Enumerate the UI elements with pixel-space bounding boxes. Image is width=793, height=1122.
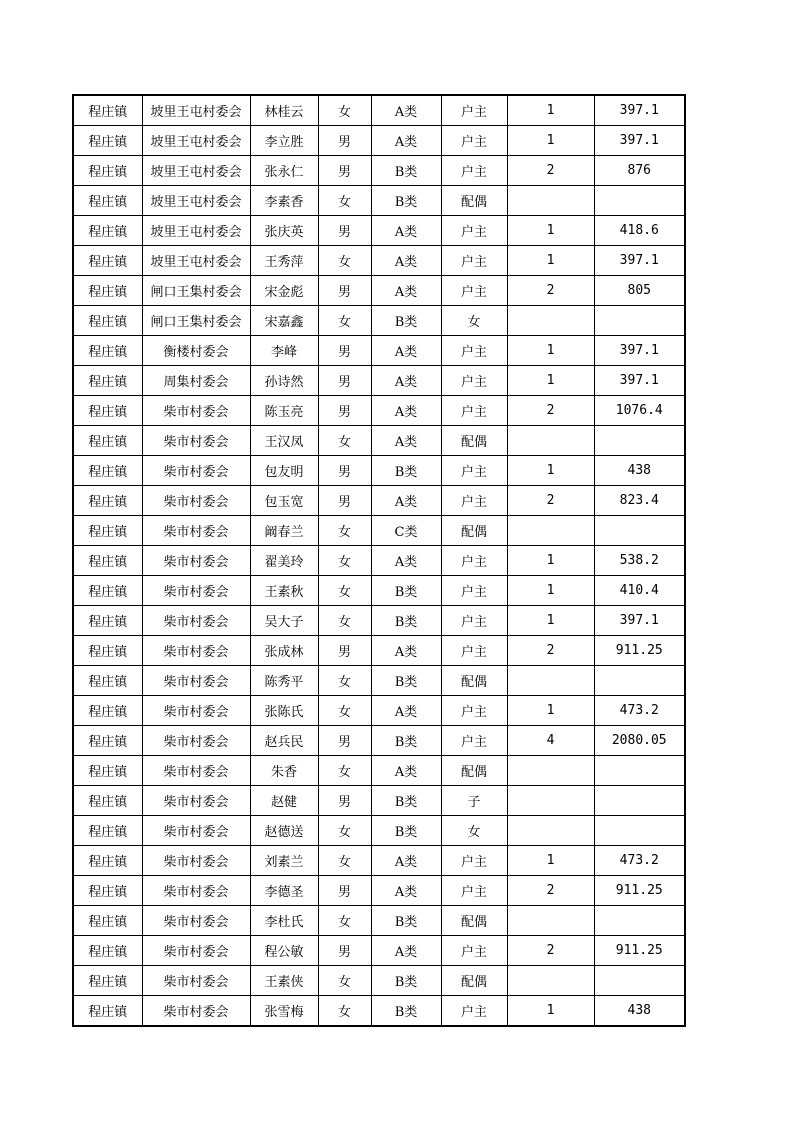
town-cell: 程庄镇 [73,606,142,636]
village-cell: 坡里王屯村委会 [142,156,250,186]
gender-cell: 男 [318,876,371,906]
town-cell: 程庄镇 [73,486,142,516]
gender-cell: 男 [318,216,371,246]
gender-cell: 女 [318,516,371,546]
town-cell: 程庄镇 [73,756,142,786]
count-cell: 2 [507,936,594,966]
gender-cell: 男 [318,126,371,156]
category-cell: B类 [371,816,441,846]
relation-cell: 配偶 [441,756,507,786]
count-cell: 2 [507,876,594,906]
category-cell: A类 [371,366,441,396]
category-cell: A类 [371,426,441,456]
relation-cell: 户主 [441,276,507,306]
count-cell: 1 [507,576,594,606]
village-cell: 柴市村委会 [142,486,250,516]
table-row [73,606,685,636]
count-cell [507,756,594,786]
amount-cell: 397.1 [594,126,685,156]
table-row [73,516,685,546]
relation-cell: 户主 [441,456,507,486]
amount-cell: 410.4 [594,576,685,606]
town-cell: 程庄镇 [73,95,142,126]
relation-cell: 配偶 [441,426,507,456]
gender-cell: 女 [318,95,371,126]
name-cell: 王素侠 [250,966,318,996]
amount-cell [594,786,685,816]
gender-cell: 女 [318,186,371,216]
count-cell: 1 [507,336,594,366]
count-cell: 2 [507,486,594,516]
town-cell: 程庄镇 [73,306,142,336]
village-cell: 柴市村委会 [142,996,250,1027]
name-cell: 翟美玲 [250,546,318,576]
category-cell: A类 [371,216,441,246]
town-cell: 程庄镇 [73,816,142,846]
name-cell: 包玉宽 [250,486,318,516]
gender-cell: 女 [318,576,371,606]
amount-cell: 473.2 [594,846,685,876]
village-cell: 柴市村委会 [142,666,250,696]
town-cell: 程庄镇 [73,966,142,996]
table-row [73,126,685,156]
village-cell: 柴市村委会 [142,426,250,456]
category-cell: B类 [371,906,441,936]
gender-cell: 男 [318,276,371,306]
amount-cell: 911.25 [594,636,685,666]
relation-cell: 配偶 [441,186,507,216]
amount-cell: 397.1 [594,366,685,396]
village-cell: 柴市村委会 [142,546,250,576]
table-row [73,186,685,216]
category-cell: A类 [371,636,441,666]
relation-cell: 配偶 [441,966,507,996]
relation-cell: 户主 [441,486,507,516]
relation-cell: 户主 [441,95,507,126]
name-cell: 朱香 [250,756,318,786]
amount-cell: 911.25 [594,876,685,906]
category-cell: A类 [371,876,441,906]
relation-cell: 户主 [441,366,507,396]
count-cell: 1 [507,126,594,156]
village-cell: 闸口王集村委会 [142,276,250,306]
table-row [73,756,685,786]
count-cell: 1 [507,95,594,126]
count-cell [507,426,594,456]
gender-cell: 女 [318,606,371,636]
table-row [73,336,685,366]
amount-cell [594,516,685,546]
relation-cell: 户主 [441,396,507,426]
amount-cell [594,756,685,786]
count-cell [507,186,594,216]
count-cell: 1 [507,996,594,1027]
amount-cell: 397.1 [594,246,685,276]
table-row [73,546,685,576]
category-cell: B类 [371,726,441,756]
amount-cell: 911.25 [594,936,685,966]
gender-cell: 女 [318,426,371,456]
category-cell: C类 [371,516,441,546]
amount-cell [594,186,685,216]
village-cell: 柴市村委会 [142,396,250,426]
name-cell: 程公敏 [250,936,318,966]
name-cell: 李峰 [250,336,318,366]
category-cell: A类 [371,756,441,786]
village-cell: 柴市村委会 [142,936,250,966]
village-cell: 坡里王屯村委会 [142,126,250,156]
category-cell: A类 [371,696,441,726]
village-cell: 衡楼村委会 [142,336,250,366]
amount-cell [594,816,685,846]
gender-cell: 女 [318,756,371,786]
category-cell: A类 [371,846,441,876]
gender-cell: 男 [318,366,371,396]
gender-cell: 女 [318,246,371,276]
gender-cell: 女 [318,906,371,936]
category-cell: A类 [371,486,441,516]
category-cell: B类 [371,456,441,486]
village-cell: 坡里王屯村委会 [142,246,250,276]
amount-cell [594,426,685,456]
town-cell: 程庄镇 [73,276,142,306]
village-cell: 柴市村委会 [142,516,250,546]
town-cell: 程庄镇 [73,336,142,366]
village-cell: 柴市村委会 [142,606,250,636]
village-cell: 柴市村委会 [142,786,250,816]
town-cell: 程庄镇 [73,996,142,1027]
gender-cell: 男 [318,726,371,756]
village-cell: 柴市村委会 [142,846,250,876]
name-cell: 张成林 [250,636,318,666]
relation-cell: 户主 [441,726,507,756]
gender-cell: 男 [318,156,371,186]
amount-cell: 473.2 [594,696,685,726]
name-cell: 王素秋 [250,576,318,606]
name-cell: 宋金彪 [250,276,318,306]
relation-cell: 配偶 [441,666,507,696]
name-cell: 阚春兰 [250,516,318,546]
town-cell: 程庄镇 [73,156,142,186]
town-cell: 程庄镇 [73,366,142,396]
gender-cell: 男 [318,336,371,366]
village-cell: 坡里王屯村委会 [142,186,250,216]
amount-cell: 876 [594,156,685,186]
name-cell: 包友明 [250,456,318,486]
name-cell: 张雪梅 [250,996,318,1027]
gender-cell: 男 [318,456,371,486]
category-cell: A类 [371,936,441,966]
relation-cell: 户主 [441,606,507,636]
count-cell: 2 [507,276,594,306]
table-row [73,966,685,996]
table-row [73,486,685,516]
category-cell: B类 [371,186,441,216]
relation-cell: 户主 [441,846,507,876]
count-cell [507,906,594,936]
town-cell: 程庄镇 [73,666,142,696]
count-cell [507,306,594,336]
table-row [73,636,685,666]
category-cell: A类 [371,276,441,306]
table-row [73,276,685,306]
table-row [73,816,685,846]
count-cell [507,816,594,846]
table-row [73,156,685,186]
village-cell: 柴市村委会 [142,636,250,666]
name-cell: 林桂云 [250,95,318,126]
count-cell: 1 [507,456,594,486]
table-row [73,936,685,966]
category-cell: B类 [371,306,441,336]
amount-cell: 538.2 [594,546,685,576]
count-cell: 1 [507,606,594,636]
relation-cell: 户主 [441,876,507,906]
amount-cell [594,906,685,936]
relation-cell: 户主 [441,636,507,666]
relation-cell: 户主 [441,216,507,246]
table-row [73,846,685,876]
village-cell: 闸口王集村委会 [142,306,250,336]
amount-cell: 418.6 [594,216,685,246]
village-cell: 坡里王屯村委会 [142,216,250,246]
relation-cell: 户主 [441,576,507,606]
village-cell: 柴市村委会 [142,576,250,606]
category-cell: B类 [371,996,441,1027]
category-cell: A类 [371,126,441,156]
relation-cell: 户主 [441,936,507,966]
amount-cell: 438 [594,996,685,1027]
name-cell: 王秀萍 [250,246,318,276]
table-row [73,576,685,606]
count-cell [507,516,594,546]
town-cell: 程庄镇 [73,186,142,216]
count-cell [507,966,594,996]
gender-cell: 女 [318,816,371,846]
amount-cell: 823.4 [594,486,685,516]
gender-cell: 女 [318,546,371,576]
table-row [73,95,685,126]
relation-cell: 户主 [441,156,507,186]
town-cell: 程庄镇 [73,396,142,426]
name-cell: 赵兵民 [250,726,318,756]
relation-cell: 户主 [441,126,507,156]
name-cell: 赵健 [250,786,318,816]
town-cell: 程庄镇 [73,516,142,546]
records-table [72,94,686,1027]
name-cell: 张永仁 [250,156,318,186]
amount-cell: 2080.05 [594,726,685,756]
gender-cell: 女 [318,666,371,696]
town-cell: 程庄镇 [73,906,142,936]
count-cell: 1 [507,696,594,726]
name-cell: 李德圣 [250,876,318,906]
name-cell: 张庆英 [250,216,318,246]
table-row [73,666,685,696]
records-table-body [73,95,685,1026]
gender-cell: 女 [318,696,371,726]
village-cell: 周集村委会 [142,366,250,396]
village-cell: 柴市村委会 [142,816,250,846]
relation-cell: 户主 [441,546,507,576]
category-cell: B类 [371,666,441,696]
category-cell: B类 [371,156,441,186]
name-cell: 李素香 [250,186,318,216]
town-cell: 程庄镇 [73,576,142,606]
town-cell: 程庄镇 [73,246,142,276]
town-cell: 程庄镇 [73,936,142,966]
count-cell: 1 [507,846,594,876]
gender-cell: 女 [318,306,371,336]
gender-cell: 男 [318,936,371,966]
category-cell: A类 [371,546,441,576]
table-row [73,786,685,816]
gender-cell: 男 [318,636,371,666]
relation-cell: 配偶 [441,516,507,546]
category-cell: A类 [371,246,441,276]
name-cell: 李立胜 [250,126,318,156]
village-cell: 柴市村委会 [142,966,250,996]
gender-cell: 男 [318,786,371,816]
gender-cell: 男 [318,396,371,426]
gender-cell: 男 [318,486,371,516]
amount-cell: 438 [594,456,685,486]
table-row [73,876,685,906]
town-cell: 程庄镇 [73,426,142,456]
town-cell: 程庄镇 [73,216,142,246]
relation-cell: 户主 [441,336,507,366]
town-cell: 程庄镇 [73,126,142,156]
category-cell: A类 [371,95,441,126]
relation-cell: 女 [441,306,507,336]
category-cell: B类 [371,966,441,996]
village-cell: 坡里王屯村委会 [142,95,250,126]
amount-cell: 397.1 [594,606,685,636]
name-cell: 张陈氏 [250,696,318,726]
town-cell: 程庄镇 [73,546,142,576]
gender-cell: 女 [318,846,371,876]
village-cell: 柴市村委会 [142,456,250,486]
amount-cell: 1076.4 [594,396,685,426]
relation-cell: 户主 [441,246,507,276]
count-cell [507,666,594,696]
amount-cell [594,666,685,696]
town-cell: 程庄镇 [73,846,142,876]
relation-cell: 户主 [441,996,507,1027]
town-cell: 程庄镇 [73,636,142,666]
category-cell: B类 [371,576,441,606]
name-cell: 孙诗然 [250,366,318,396]
table-row [73,396,685,426]
count-cell: 2 [507,156,594,186]
amount-cell: 397.1 [594,336,685,366]
town-cell: 程庄镇 [73,876,142,906]
village-cell: 柴市村委会 [142,756,250,786]
gender-cell: 女 [318,966,371,996]
amount-cell [594,966,685,996]
table-row [73,456,685,486]
table-row [73,726,685,756]
count-cell [507,786,594,816]
table-row [73,996,685,1027]
table-row [73,246,685,276]
name-cell: 陈玉亮 [250,396,318,426]
town-cell: 程庄镇 [73,726,142,756]
count-cell: 1 [507,546,594,576]
table-row [73,306,685,336]
name-cell: 宋嘉鑫 [250,306,318,336]
table-row [73,906,685,936]
category-cell: A类 [371,396,441,426]
relation-cell: 户主 [441,696,507,726]
relation-cell: 子 [441,786,507,816]
town-cell: 程庄镇 [73,786,142,816]
village-cell: 柴市村委会 [142,906,250,936]
category-cell: B类 [371,786,441,816]
relation-cell: 配偶 [441,906,507,936]
gender-cell: 女 [318,996,371,1027]
category-cell: B类 [371,606,441,636]
amount-cell: 397.1 [594,95,685,126]
name-cell: 吴大子 [250,606,318,636]
relation-cell: 女 [441,816,507,846]
table-row [73,216,685,246]
table-row [73,426,685,456]
name-cell: 李杜氏 [250,906,318,936]
amount-cell [594,306,685,336]
table-row [73,696,685,726]
count-cell: 2 [507,396,594,426]
name-cell: 王汉凤 [250,426,318,456]
count-cell: 1 [507,366,594,396]
village-cell: 柴市村委会 [142,696,250,726]
name-cell: 赵德送 [250,816,318,846]
name-cell: 陈秀平 [250,666,318,696]
amount-cell: 805 [594,276,685,306]
town-cell: 程庄镇 [73,696,142,726]
table-row [73,366,685,396]
village-cell: 柴市村委会 [142,726,250,756]
count-cell: 1 [507,216,594,246]
category-cell: A类 [371,336,441,366]
village-cell: 柴市村委会 [142,876,250,906]
count-cell: 2 [507,636,594,666]
name-cell: 刘素兰 [250,846,318,876]
count-cell: 1 [507,246,594,276]
town-cell: 程庄镇 [73,456,142,486]
count-cell: 4 [507,726,594,756]
